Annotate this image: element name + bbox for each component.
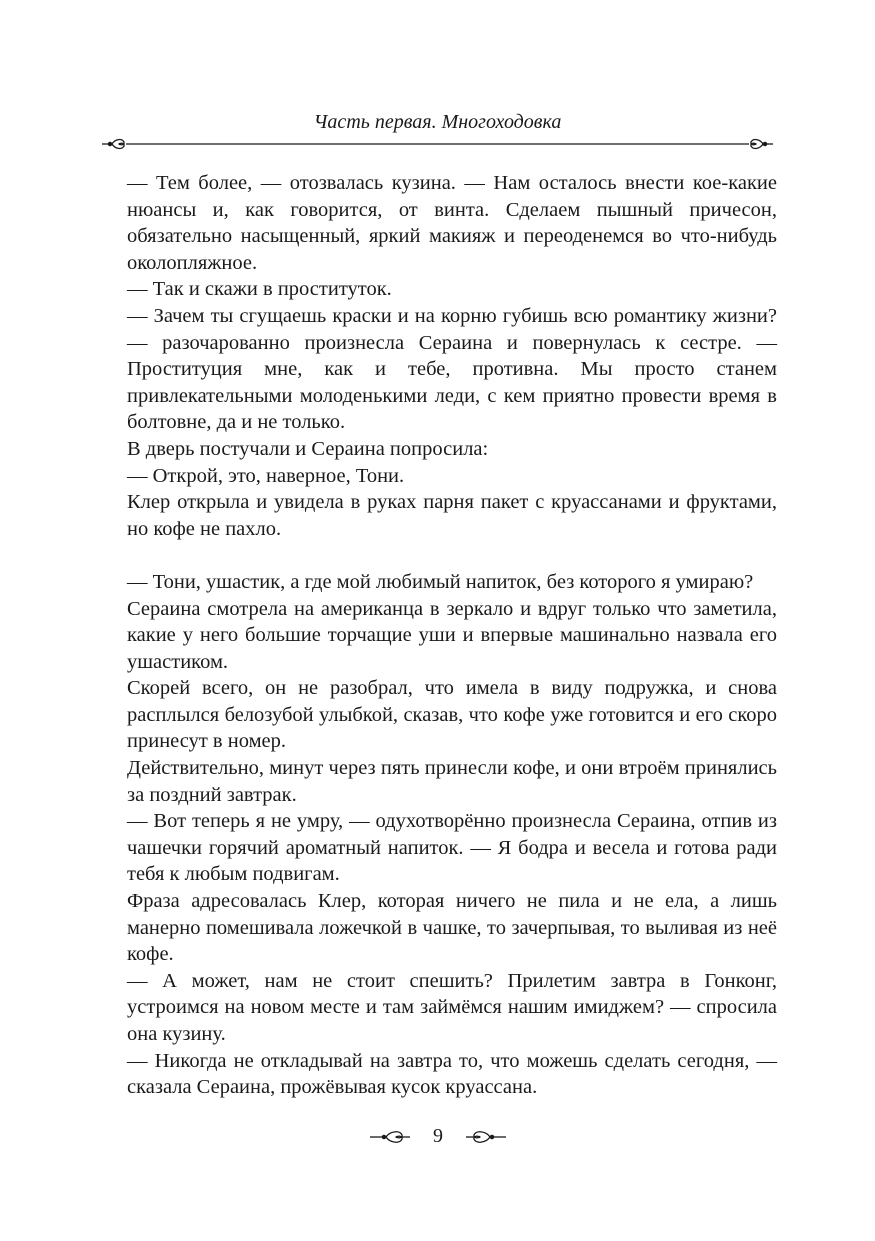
paragraph: В дверь постучали и Сераина попросила: — [127, 437, 489, 460]
paragraph: — Никогда не откладывай на завтра то, что можешь сделать сегодня, — сказала Сераина, прожёвывая кусок круассана. — [127, 1049, 777, 1099]
body-text — [127, 170, 777, 1101]
paragraph: Сераина смотрела на американца в зеркало и вдруг только что заметила, какие у него большие торчащие уши и впервые машинально назвала его ушастиком. — [127, 597, 777, 673]
page-footer — [0, 1120, 875, 1156]
paragraph: — Тони, ушастик, а где мой любимый напиток, без которого я умираю? — [127, 570, 754, 593]
paragraph: — А может, нам не стоит спешить? Прилетим завтра в Гонконг, устроимся на новом месте и там займёмся нашим имиджем? — спросила она кузину. — [127, 969, 777, 1045]
page-number: 9 — [433, 1125, 443, 1147]
paragraph: Действительно, минут через пять принесли кофе, и они втроём принялись за поздний завтрак. — [127, 757, 777, 806]
paragraph: — Открой, это, наверное, Тони. — [127, 464, 405, 487]
running-head — [100, 108, 775, 152]
running-title: Часть первая. Многоходовка — [313, 111, 562, 133]
left-flourish-icon — [368, 1128, 412, 1146]
paragraph: Скорей всего, он не разобрал, что имела в виду подружка, и снова расплылся белозубой улыбкой, сказав, что кофе уже готовится и его скоро принесут в номер. — [127, 677, 777, 753]
paragraph: — Вот теперь я не умру, — одухотворённо произнесла Сераина, отпив из чашечки горячий ароматный напиток. — Я бодра и весела и готова ради тебя к любым подвигам. — [127, 810, 777, 886]
paragraph: — Тем более, — отозвалась кузина. — Нам осталось внести кое-какие нюансы и, как говорится, от винта. Сделаем пышный причесон, обязательно насыщенный, яркий макияж и переоденемся во что-нибудь околопляжное. — [127, 172, 777, 274]
paragraph: — Так и скажи в проституток. — [127, 278, 392, 301]
ornamental-rule — [100, 136, 775, 152]
paragraph: — Зачем ты сгущаешь краски и на корню губишь всю романтику жизни? — разочарованно произнесла Сераина и повернулась к сестре. — Проституция мне, как и тебе, противна. Мы просто станем привлекательными молоденькими леди, с кем приятно провести время в болтовне, да и не только. — [127, 304, 777, 434]
paragraph: Клер открыла и увидела в руках парня пакет с круассанами и фруктами, но кофе не пахло. — [127, 491, 777, 540]
right-flourish-icon — [464, 1128, 508, 1146]
paragraph: Фраза адресовалась Клер, которая ничего не пила и не ела, а лишь манерно помешивала ложечкой в чашке, то зачерпывая, то выливая из неё кофе. — [127, 890, 777, 966]
